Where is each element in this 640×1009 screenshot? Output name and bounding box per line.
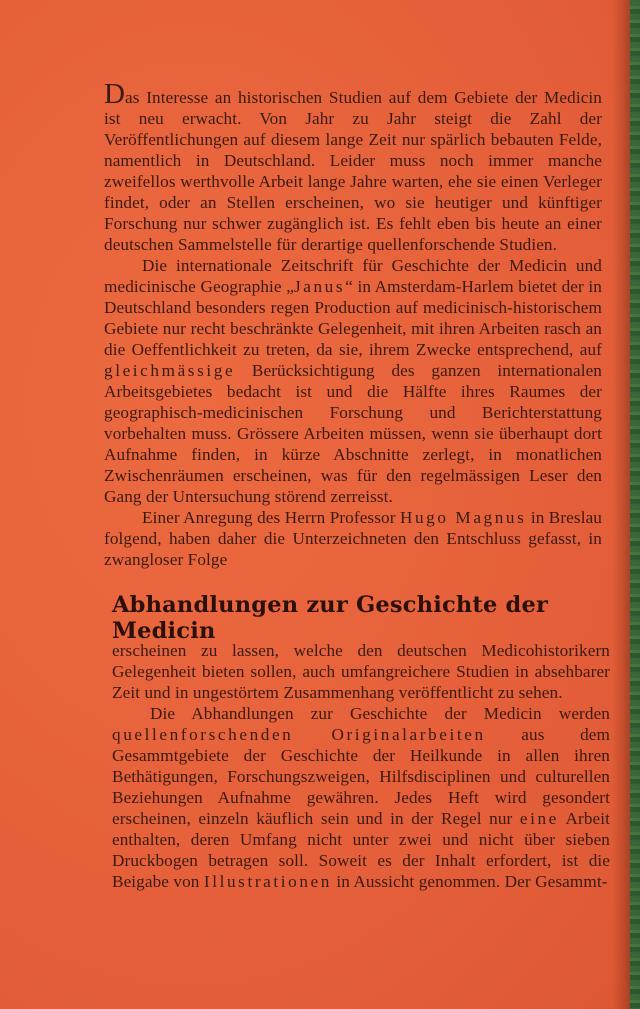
initial-letter: D [104, 78, 126, 110]
series-title: Abhandlungen zur Geschichte der Medicin [112, 592, 549, 644]
person-name: Hugo Magnus [399, 508, 527, 527]
paragraph-5-text-a: Die Abhandlungen zur Geschichte der Medicin werden [150, 704, 610, 723]
lower-text-block [112, 640, 610, 892]
page-edge [630, 0, 640, 1009]
upper-text-block [104, 78, 602, 570]
paragraph-3-text-b: in Breslau folgend, haben daher die Unterzeichneten den Entschluss gefasst, in zwangloser Folge [104, 508, 602, 569]
paragraph-5 [112, 703, 610, 892]
paragraph-2-text-c: Berücksichtigung des ganzen internationalen Arbeitsgebietes bedacht ist und die Hälfte ihres Raumes der geographisch-medicinischen Forschung und Berichterstattung vorbehalten muss. Grössere Arbeiten müssen, wenn sie überhaupt dort Aufnahme finden, in kürze Abschnitte zerlegt, in monatlichen Zwischenräumen erscheinen, was für den regelmässigen Leser den Gang der Untersuchung störend zerreisst. [104, 361, 602, 506]
emphasis-eine: eine [519, 809, 559, 828]
paragraph-5-text-b: aus dem Gesammtgebiete der Geschichte der Heilkunde in allen ihren Bethätigungen, Forschungszweigen, Hilfsdisciplinen und culturellen Beziehungen Aufnahme gewähren. Jedes Heft wird gesondert erscheinen, einzeln käuflich sein und in der Regel nur [112, 725, 610, 828]
emphasis-originalarbeiten: quellenforschenden Originalarbeiten [112, 725, 486, 744]
paragraph-4: erscheinen zu lassen, welche den deutschen Medicohistorikern Gelegenheit bieten sollen, auch umfangreichere Studien in absehbarer Zeit und in ungestörtem Zusammenhang veröffentlicht zu sehen. [112, 641, 610, 702]
paragraph-2 [104, 255, 602, 507]
janus-term: Janus [293, 277, 346, 296]
paragraph-2-text-b: “ in Amsterdam-Harlem bietet der in Deutschland besonders regen Production auf medicinisch-historischem Gebiete nur recht beschränkte Gelegenheit, mit ihren Arbeiten rasch an die Oeffentlichkeit zu treten, da sie, ihrem Zwecke entsprechend, auf [104, 277, 602, 359]
paragraph-5-text-d: in Aussicht genommen. Der Gesammt- [331, 872, 608, 891]
paragraph-3 [104, 507, 602, 570]
paragraph-1 [104, 78, 602, 255]
paragraph-2-text-a: Die internationale Zeitschrift für Geschichte der Medicin und medicinische Geographie „ [104, 256, 602, 296]
paragraph-5-text-c: Arbeit enthalten, deren Umfang nicht unter zwei und nicht über sieben Druckbogen betragen soll. Soweit es der Inhalt erfordert, ist die Beigabe von [112, 809, 610, 891]
paragraph-3-text-a: Einer Anregung des Herrn Professor [142, 508, 400, 527]
paragraph-1-text: as Interesse an historischen Studien auf dem Gebiete der Medicin ist neu erwacht. Von Jahr zu Jahr steigt die Zahl der Veröffentlichungen auf diesem lange Zeit nur spärlich bebauten Felde, namentlich in Deutschland. Leider muss noch immer manche zweifellos werthvolle Arbeit lange Jahre warten, ehe sie einen Verleger findet, oder an Stellen erscheinen, wo sie heutiger und künftiger Forschung nur schwer zugänglich ist. Es fehlt eben bis heute an einer deutschen Sammelstelle für derartige quellenforschende Studien. [104, 88, 602, 254]
emphasis-illustrationen: Illustrationen [203, 872, 332, 891]
emphasis-gleichmaessige: gleichmässige [104, 361, 236, 380]
